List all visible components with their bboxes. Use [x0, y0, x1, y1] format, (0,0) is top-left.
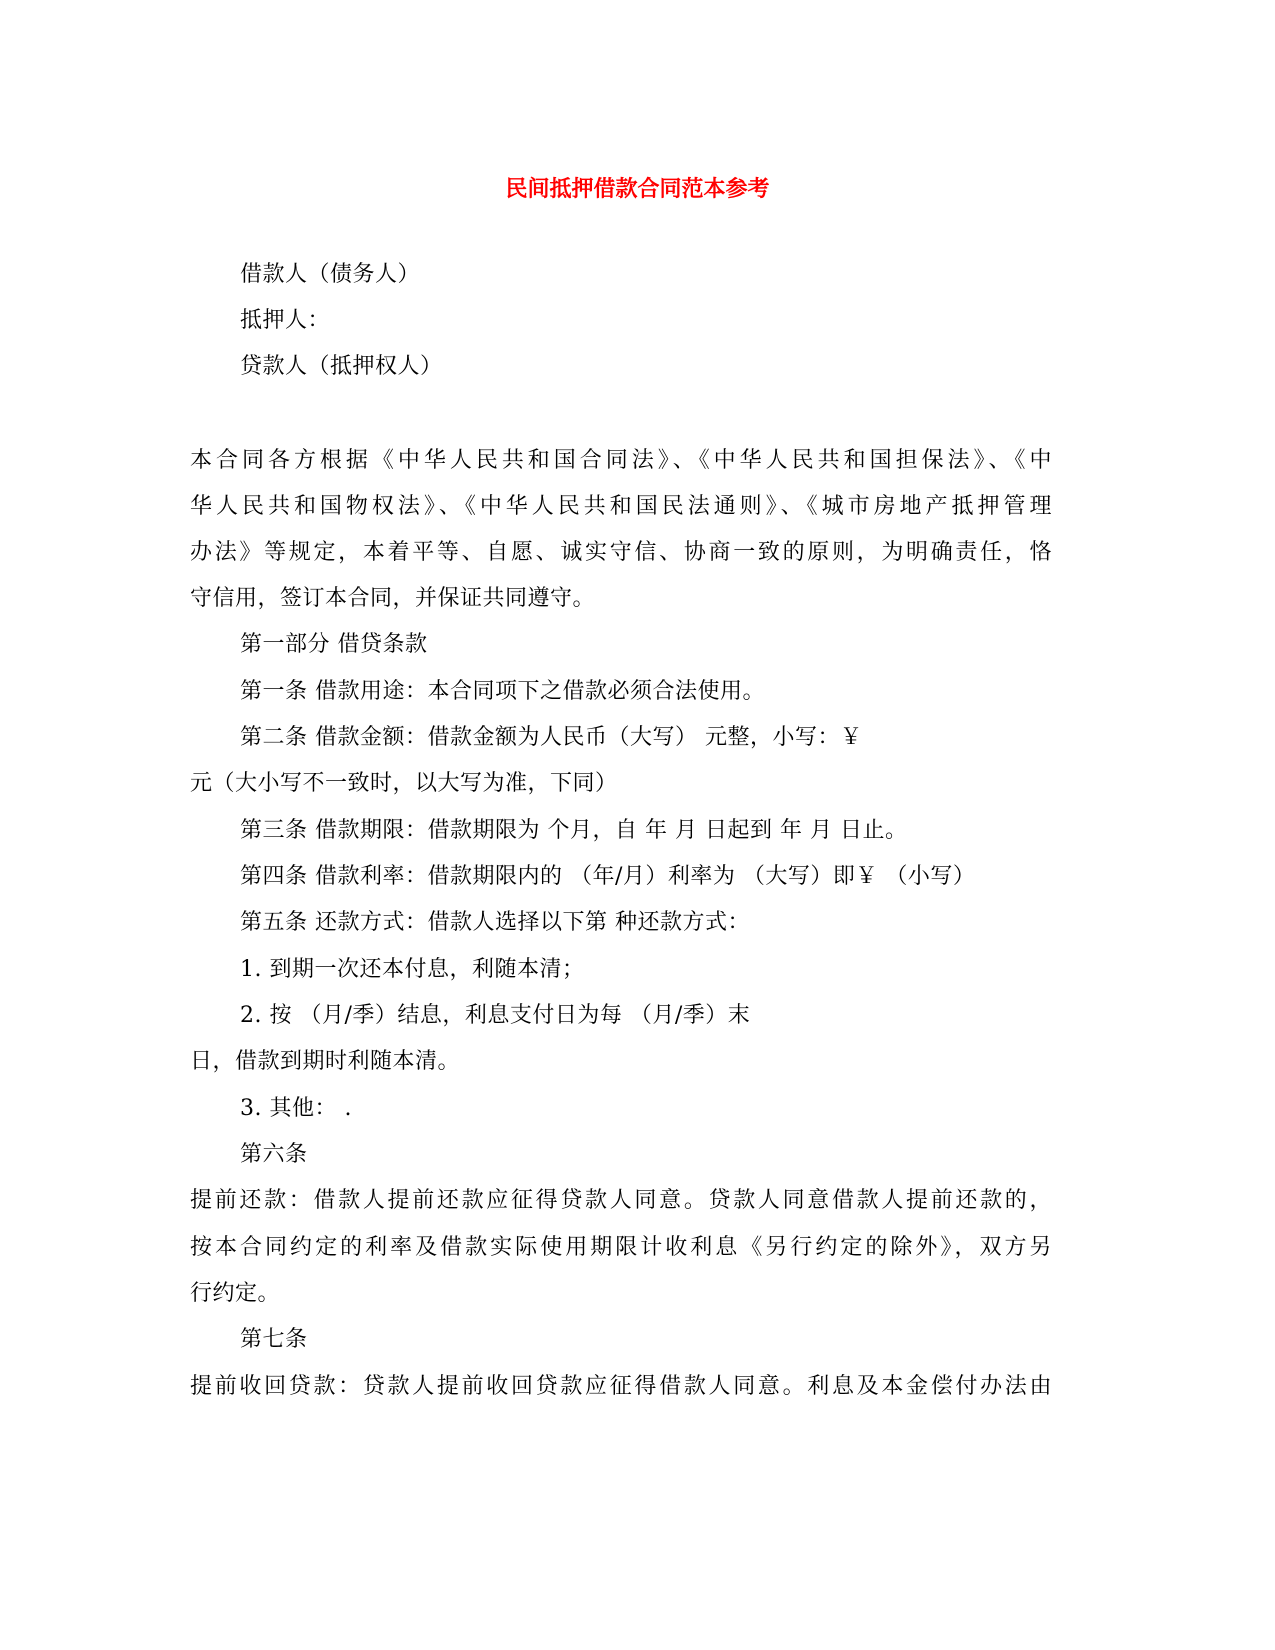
- article-2-continued: 元（大小写不一致时，以大写为准，下同）: [190, 771, 618, 796]
- article-2: 第二条 借款金额：借款金额为人民币（大写） 元整，小写：￥: [240, 725, 863, 750]
- preamble-line-3: 办法》等规定，本着平等、自愿、诚实守信、协商一致的原则，为明确责任，恪: [190, 540, 1052, 565]
- article-7-line-1: 提前收回贷款：贷款人提前收回贷款应征得借款人同意。利息及本金偿付办法由: [190, 1374, 1052, 1399]
- article-5: 第五条 还款方式：借款人选择以下第 种还款方式：: [240, 910, 750, 935]
- repayment-option-3: 3. 其他： .: [240, 1096, 352, 1121]
- party-mortgagor: 抵押人：: [240, 308, 331, 333]
- preamble-line-2: 华人民共和国物权法》、《中华人民共和国民法通则》、《城市房地产抵押管理: [190, 494, 1052, 519]
- preamble-line-1: 本合同各方根据《中华人民共和国合同法》、《中华人民共和国担保法》、《中: [190, 448, 1052, 473]
- repayment-option-2-continued: 日，借款到期时利随本清。: [190, 1049, 461, 1074]
- article-7-heading: 第七条: [240, 1327, 308, 1352]
- article-1: 第一条 借款用途：本合同项下之借款必须合法使用。: [240, 679, 765, 704]
- party-lender: 贷款人（抵押权人）: [240, 354, 443, 379]
- part-one-heading: 第一部分 借贷条款: [240, 632, 428, 657]
- preamble-line-4: 守信用，签订本合同，并保证共同遵守。: [190, 586, 596, 611]
- article-6-line-3: 行约定。: [190, 1281, 281, 1306]
- document-title: 民间抵押借款合同范本参考: [505, 177, 770, 202]
- party-borrower: 借款人（债务人）: [240, 262, 421, 287]
- repayment-option-2: 2. 按 （月/季）结息，利息支付日为每 （月/季）末: [240, 1003, 751, 1028]
- article-3: 第三条 借款期限：借款期限为 个月，自 年 月 日起到 年 月 日止。: [240, 818, 908, 843]
- repayment-option-1: 1. 到期一次还本付息，利随本清；: [240, 957, 585, 982]
- article-6-heading: 第六条: [240, 1142, 308, 1167]
- article-6-line-2: 按本合同约定的利率及借款实际使用期限计收利息《另行约定的除外》，双方另: [190, 1235, 1052, 1260]
- article-4: 第四条 借款利率：借款期限内的 （年/月）利率为 （大写）即￥ （小写）: [240, 864, 976, 889]
- article-6-line-1: 提前还款：借款人提前还款应征得贷款人同意。贷款人同意借款人提前还款的，: [190, 1188, 1052, 1213]
